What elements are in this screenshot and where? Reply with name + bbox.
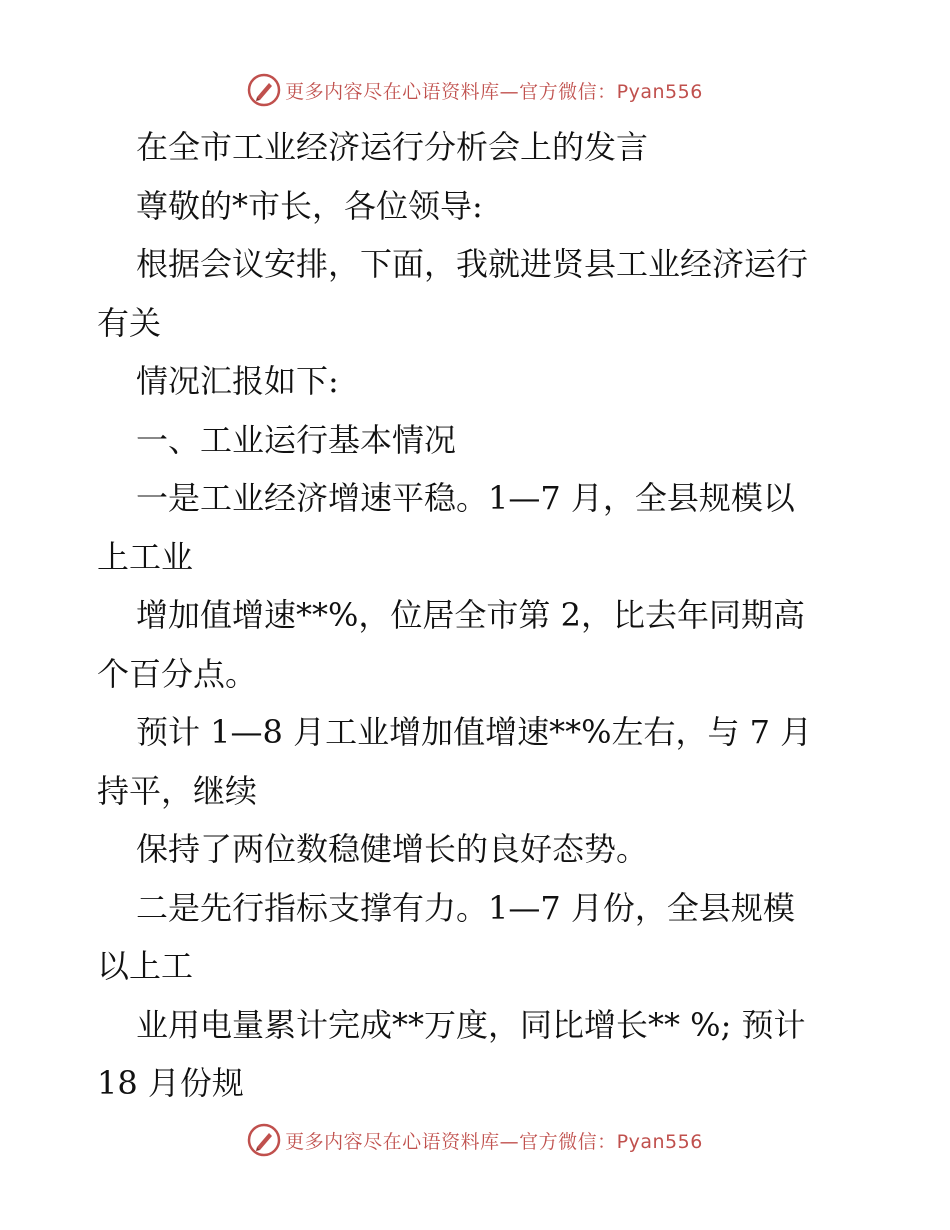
pen-logo-icon (247, 1123, 281, 1157)
doc-line: 保持了两位数稳健增长的良好态势。 (136, 830, 649, 868)
doc-line: 上工业 (97, 537, 194, 576)
doc-line: 有关 (97, 303, 162, 342)
doc-line: 尊敬的*市长，各位领导: (136, 186, 483, 225)
doc-line: 一是工业经济增速平稳。1—7 月，全县规模以 (136, 479, 795, 517)
doc-line: 二是先行指标支撑有力。1—7 月份，全县规模 (136, 888, 795, 927)
doc-line: 18 月份规 (97, 1064, 244, 1102)
doc-line: 增加值增速**%，位居全市第 2，比去年同期高 (136, 596, 805, 634)
doc-line: 情况汇报如下: (136, 362, 339, 400)
watermark-banner-bottom (0, 1120, 950, 1160)
doc-line: 个百分点。 (97, 654, 258, 693)
watermark-text: 更多内容尽在心语资料库—官方微信：Pyan556 (285, 80, 703, 103)
doc-line: 一、工业运行基本情况 (136, 420, 457, 459)
doc-line: 在全市工业经济运行分析会上的发言 (136, 128, 649, 166)
watermark-banner-top (0, 70, 950, 110)
doc-line: 预计 1—8 月工业增加值增速**%左右，与 7 月 (136, 713, 813, 751)
watermark-text: 更多内容尽在心语资料库—官方微信：Pyan556 (285, 1130, 703, 1153)
doc-line: 持平，继续 (97, 771, 258, 810)
pen-logo-icon (247, 73, 281, 107)
doc-line: 业用电量累计完成**万度，同比增长** %; 预计 (136, 1005, 806, 1044)
doc-line: 根据会议安排，下面，我就进贤县工业经济运行 (136, 245, 809, 283)
doc-line: 以上工 (97, 947, 194, 985)
document-body (97, 118, 857, 1113)
